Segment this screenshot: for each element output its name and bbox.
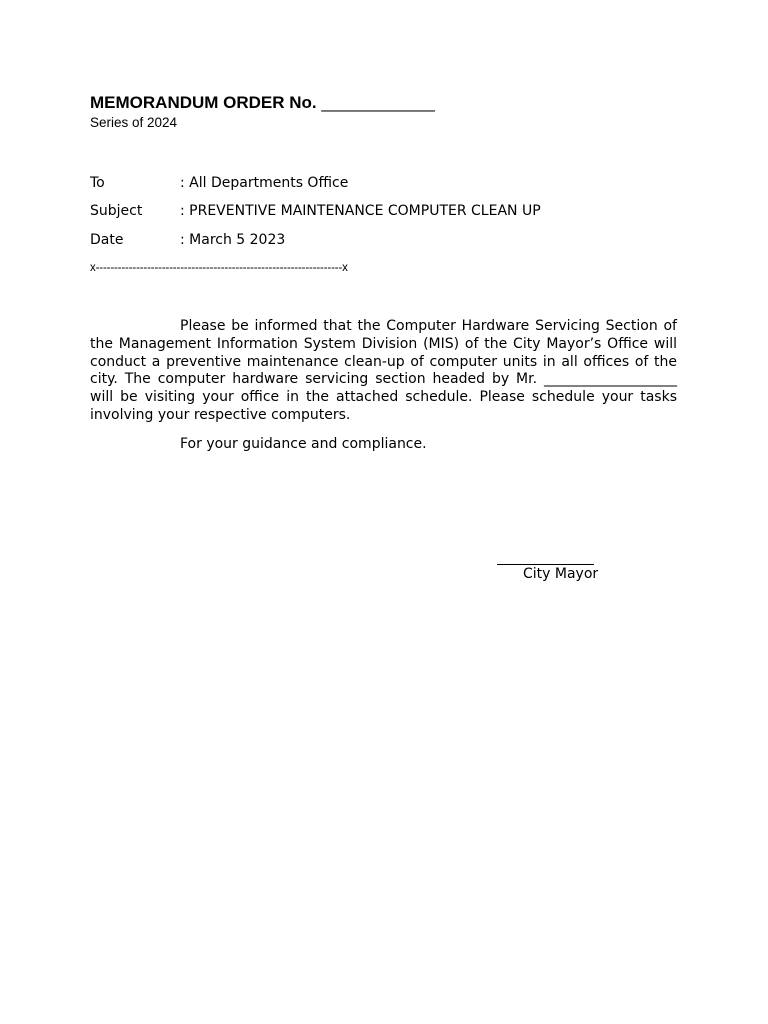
to-value: : All Departments Office: [180, 175, 349, 191]
body-paragraph: Please be informed that the Computer Hardware Servicing Section of the Management Information System Division (MIS) of the City Mayor’s Office will conduct a preventive maintenance clean-up of computer units in all offices of the city. The computer hardware servicing section headed by Mr. ___________________ will be visiting your office in the attached schedule. Please schedule your tasks involving your respective computers.: [90, 318, 677, 423]
closing-line: For your guidance and compliance.: [180, 436, 427, 452]
signature-line: [497, 564, 594, 565]
separator-line: x-------------------------------------------------------------------x: [90, 262, 348, 274]
memo-title-text: MEMORANDUM ORDER No.: [90, 93, 317, 112]
memo-number-blank: ____________: [321, 93, 435, 112]
date-label: Date: [90, 232, 124, 248]
subject-value: : PREVENTIVE MAINTENANCE COMPUTER CLEAN UP: [180, 203, 541, 219]
memo-series: Series of 2024: [90, 115, 178, 130]
memo-title: [90, 93, 435, 113]
signatory-title: City Mayor: [523, 566, 599, 582]
date-value: : March 5 2023: [180, 232, 286, 248]
to-label: To: [90, 175, 105, 191]
subject-label: Subject: [90, 203, 143, 219]
